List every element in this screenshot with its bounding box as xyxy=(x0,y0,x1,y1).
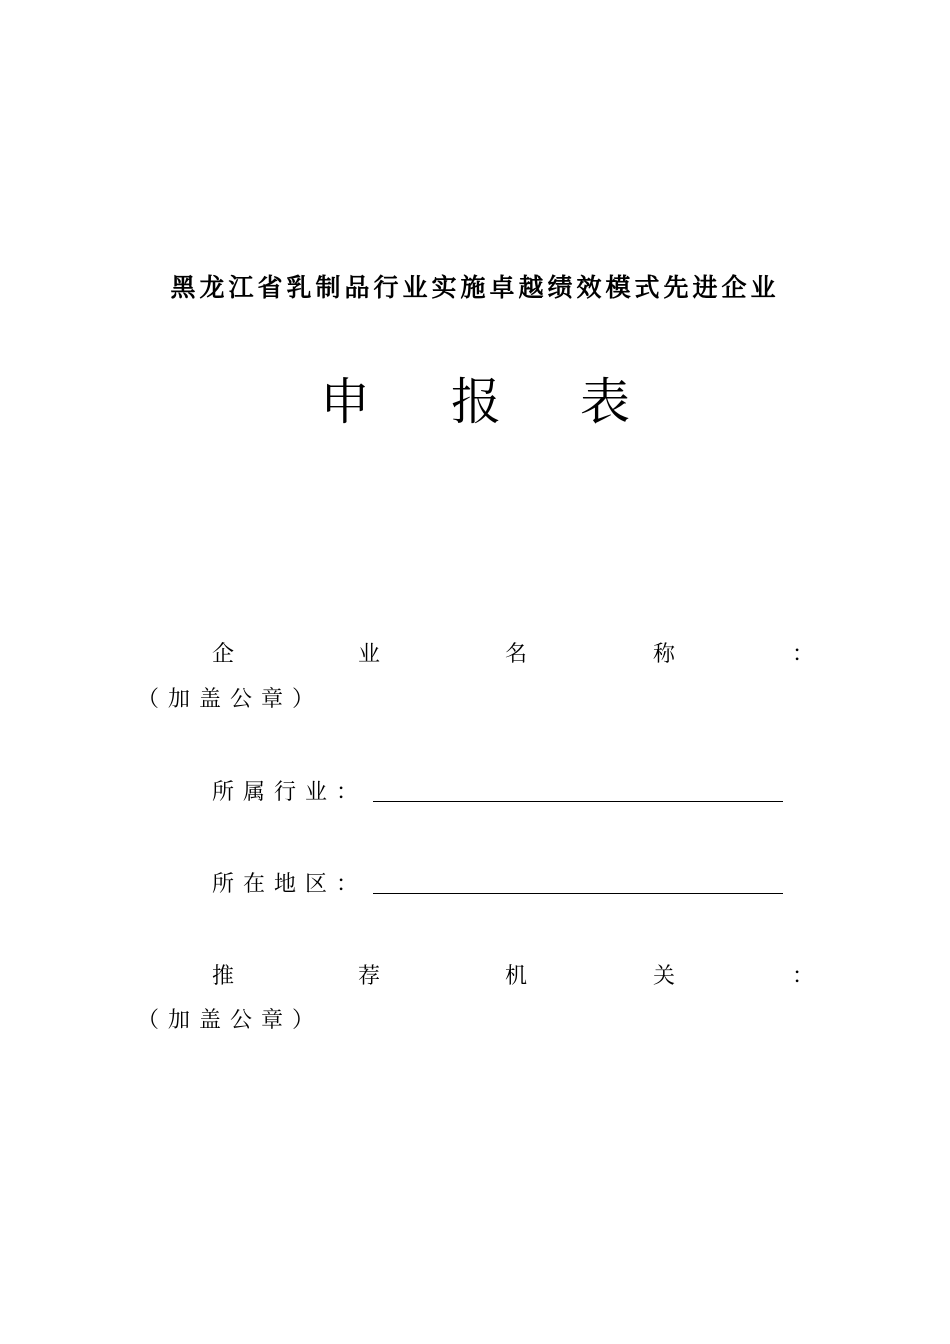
recommender-label xyxy=(0,962,950,992)
recommender-char-1: 推 xyxy=(212,964,235,989)
company-name-label xyxy=(0,640,950,670)
company-name-colon: ： xyxy=(792,642,815,667)
industry-field[interactable] xyxy=(373,801,783,802)
recommender-char-3: 机 xyxy=(505,964,528,989)
recommender-char-4: 关 xyxy=(653,964,676,989)
recommender-seal-note: （加盖公章） xyxy=(137,1008,324,1033)
recommender-char-2: 荐 xyxy=(358,964,381,989)
company-name-char-3: 名 xyxy=(505,642,528,667)
industry-label: 所属行业： xyxy=(212,780,368,805)
company-name-char-1: 企 xyxy=(212,642,235,667)
subtitle-char-3: 表 xyxy=(580,373,630,431)
subtitle-char-1: 申 xyxy=(320,373,370,431)
company-name-char-2: 业 xyxy=(358,642,381,667)
subtitle-char-2: 报 xyxy=(451,373,501,431)
region-label: 所在地区： xyxy=(212,872,368,897)
region-field[interactable] xyxy=(373,893,783,894)
company-seal-note: （加盖公章） xyxy=(137,687,324,712)
company-name-char-4: 称 xyxy=(653,642,676,667)
recommender-colon: ： xyxy=(792,964,815,989)
document-title: 黑龙江省乳制品行业实施卓越绩效模式先进企业 xyxy=(170,273,780,302)
form-subtitle xyxy=(0,372,950,432)
